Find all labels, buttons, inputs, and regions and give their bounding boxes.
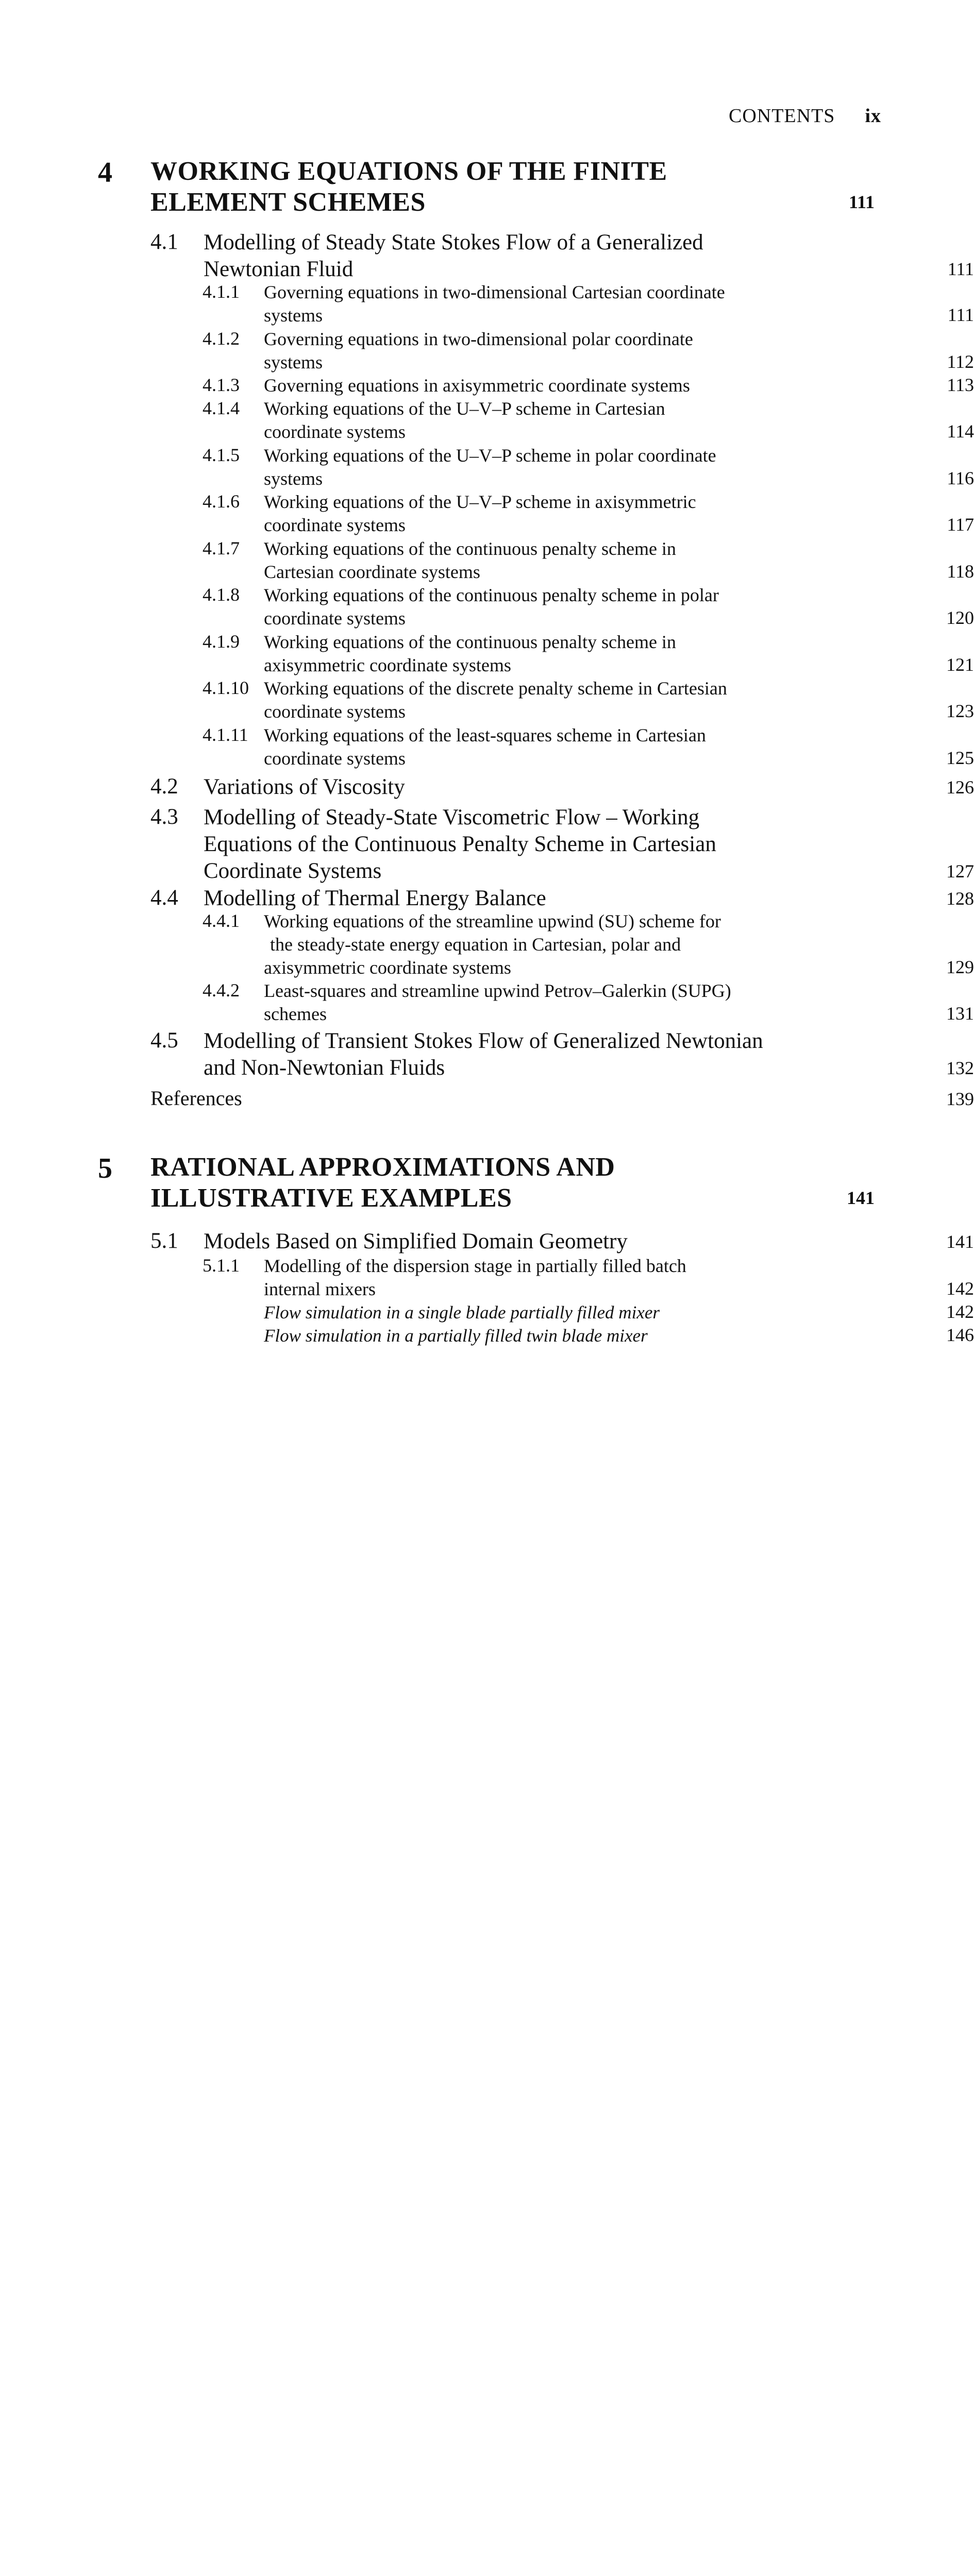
chapter-number: 4 [98, 157, 112, 189]
chapter-page: 111 [848, 192, 875, 212]
contents-page: CONTENTS ix 4 WORKING EQUATIONS OF THE FINITE ELEMENT SCHEMES 111 4.1 Modelling of Steady State Stokes Flow of a Generalized Newtonian Fluid 111 4.1.1 Governing equations in two-dimensional Cartesian coordinate systems 111 4.1.2 Governing equations in two-dimensional polar coordinate systems 112 4.1.3 Governing equations in axisymmetric coordinate systems 113 4.1.4 Working equations of the U–V–P scheme in Cartesian coordinate systems 114 4.1.5 Working equations of the U–V–P scheme in polar coordinate systems 116 4.1.6 Working equations of the U–V–P scheme in axisymmetric coordinate systems 117 4.1.7 Working equations of the continuous penalty scheme in Cartesian coordinate systems 118 4.1.8 Working equations of the continuous penalty scheme in polar coordinate systems 120 4.1.9 Working equations of the continuous penalty scheme in axisymmetric coordinate systems 121 4.1.10 Working equations of the discrete penalty scheme in Cartesian coordinate systems 123 4.1.11 Working equations of the least-squares scheme in Cartesian coordinate systems 125 4.2 Variations of Viscosity 126 4.3 Modelling of Steady-State Viscometric Flow – Working Equations of the Continuous Penalty Scheme in Cartesian Coordinate Systems 127 4.4 Modelling of Thermal Energy Balance 128 4.4.1 Working equations of the streamline upwind (SU) scheme for the steady-state energy equation in Cartesian, polar and axisymmetric coordinate systems 129 4.4.2 Least-squares and streamline upwind Petrov–Galerkin (SUPG) schemes 131 4.5 Modelling of Transient Stokes Flow of Generalized Newtonian and Non-Newtonian Fluids 132 References 139 5 RATIONAL APPROXIMATIONS AND ILLUSTRATIVE EXAMPLES 141 5.1 Models Based on Simplified Domain Geometry 141 5.1.1 Modelling of the dispersion stage in partially filled batch internal mixers 142 Flow simulation in a single blade partially filled mixer 142 Flow simulation in a partially filled twin blade mixer 146 [98, 105, 974, 1346]
chapter-page: 141 [847, 1188, 875, 1208]
chapter-title: RATIONAL APPROXIMATIONS AND ILLUSTRATIVE EXAMPLES [150, 1153, 615, 1213]
running-header [729, 105, 881, 127]
chapter-title: WORKING EQUATIONS OF THE FINITE ELEMENT SCHEMES [150, 157, 667, 217]
chapter-number: 5 [98, 1153, 112, 1184]
header-label: CONTENTS [728, 105, 835, 127]
header-page-number: ix [865, 105, 881, 127]
